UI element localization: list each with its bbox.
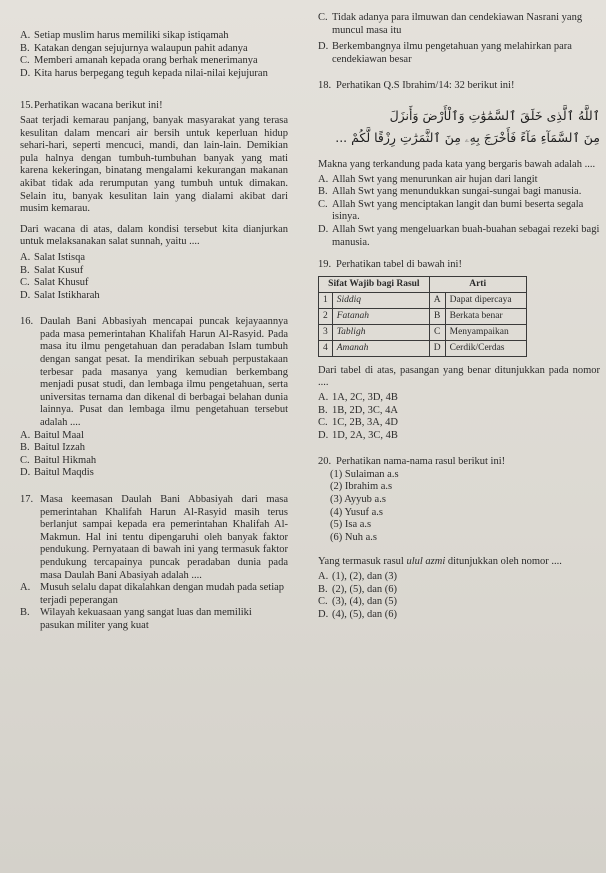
table-cell: 1	[319, 292, 333, 308]
option-letter: D.	[20, 467, 31, 479]
table-cell: D	[429, 340, 445, 356]
question-16	[20, 316, 288, 480]
table-cell: Fatanah	[332, 308, 429, 324]
option-text: (2), (5), dan (6)	[332, 583, 398, 595]
table-row	[319, 292, 527, 308]
left-column	[20, 30, 288, 642]
question-text-part: ditunjukkan oleh nomor ....	[445, 556, 562, 568]
question-body	[20, 494, 288, 582]
option	[20, 455, 288, 468]
option	[20, 68, 288, 81]
option-text: Salat Istikharah	[34, 289, 100, 301]
option-letter: D.	[318, 223, 329, 235]
option-letter: C.	[20, 277, 30, 289]
question-text-emphasis: ulul azmi	[406, 556, 446, 568]
option-text: Allah Swt yang menurunkan air hujan dari langit	[332, 173, 538, 185]
option	[20, 290, 288, 303]
option	[20, 467, 288, 480]
option-letter: D.	[20, 67, 31, 79]
option	[20, 55, 288, 68]
option-letter: C.	[318, 417, 328, 429]
option	[318, 609, 600, 622]
question-number: 16.	[20, 316, 34, 328]
list-item: (4) Yusuf a.s	[330, 506, 383, 518]
option	[318, 571, 600, 584]
question-15	[20, 100, 288, 302]
option-text: Allah Swt yang menciptakan langit dan bumi beserta segala isinya.	[332, 198, 584, 223]
option-text: 1B, 2D, 3C, 4A	[332, 404, 398, 416]
option-letter: A.	[20, 582, 31, 594]
passage-text: Saat terjadi kemarau panjang, banyak masyarakat yang terasa kesulitan dalam mencari air bersih untuk keperluan hidup sehari-hari, seperti mencuci, mandi, dan lain-lain. Demikian pula halnya dengan tumbuh-tumbuhan banyak yang mati karena kekeringan, binatang mengalami kekurangan makanan akibat tidak ada rerumputan yang tumbuh untuk dimakan. Selain itu, banyak kesulitan lain yang dialami akibat dari musim kemarau.	[20, 114, 288, 215]
option	[318, 417, 600, 430]
question-intro: Perhatikan Q.S Ibrahim/14: 32 berikut ini!	[336, 80, 515, 92]
table-row	[319, 324, 527, 340]
option	[20, 43, 288, 56]
table-row	[319, 340, 527, 356]
option-letter: A.	[20, 30, 31, 41]
option-text: Baitul Maal	[34, 429, 84, 441]
option-letter: B.	[318, 404, 328, 416]
question-text: Makna yang terkandung pada kata yang bergaris bawah adalah ....	[318, 158, 596, 170]
option-letter: D.	[20, 289, 31, 301]
option-letter: A.	[318, 571, 329, 583]
option	[318, 199, 600, 224]
table-cell: B	[429, 308, 445, 324]
table-cell: Amanah	[332, 340, 429, 356]
option	[318, 12, 600, 37]
option-text: Baitul Maqdis	[34, 467, 94, 479]
option-letter: C.	[318, 198, 328, 210]
option	[318, 224, 600, 249]
question-text	[318, 556, 600, 569]
option-letter: A.	[318, 173, 329, 185]
question-intro: Perhatikan nama-nama rasul berikut ini!	[336, 456, 506, 468]
option	[20, 265, 288, 278]
option-text: Baitul Hikmah	[34, 454, 97, 466]
option-text: Berkembangnya ilmu pengetahuan yang melahirkan para cendekiawan besar	[332, 41, 572, 65]
list-item: (6) Nuh a.s	[330, 531, 377, 543]
option	[318, 186, 600, 199]
option-text: Wilayah kekuasaan yang sangat luas dan memiliki pasukan militer yang kuat	[40, 607, 252, 631]
option-text: 1A, 2C, 3D, 4B	[332, 391, 398, 403]
question-number: 19.	[318, 259, 332, 271]
table-cell: Tabligh	[332, 324, 429, 340]
option	[318, 596, 600, 609]
question-14-options-continued-right	[318, 12, 600, 66]
quran-verse-line-2: مِنَ ٱلسَّمَآءِ مَآءً فَأَخْرَجَ بِهِۦ مِنَ ٱلثَّمَرَٰتِ رِزْقًا لَّكُمْ ...	[335, 129, 600, 145]
option-letter: B.	[20, 442, 30, 454]
option-letter: B.	[20, 607, 30, 619]
option-text: (3), (4), dan (5)	[332, 596, 398, 608]
option-letter: D.	[318, 608, 329, 620]
question-19	[318, 259, 600, 442]
list-item: (5) Isa a.s	[330, 519, 372, 531]
table-cell: Berkata benar	[445, 308, 526, 324]
option-letter: D.	[318, 41, 329, 53]
option-text: (1), (2), dan (3)	[332, 571, 398, 583]
option-text: Allah Swt yang menundukkan sungai-sungai bagi manusia.	[332, 186, 582, 198]
option	[318, 584, 600, 597]
list-item: (3) Ayyub a.s	[330, 494, 386, 506]
option-text: Memberi amanah kepada orang berhak menerimanya	[34, 55, 258, 67]
option-text: Kita harus berpegang teguh kepada nilai-nilai kejujuran	[34, 67, 268, 79]
table-header: Arti	[429, 276, 526, 292]
table-cell: Menyampaikan	[445, 324, 526, 340]
table-row	[319, 308, 527, 324]
table-cell: 3	[319, 324, 333, 340]
rasul-attributes-table	[318, 276, 527, 357]
option-text: Salat Kusuf	[34, 264, 84, 276]
question-text: Dari tabel di atas, pasangan yang benar ditunjukkan pada nomor ....	[318, 364, 600, 389]
option	[20, 430, 288, 443]
question-number: 15.	[20, 100, 34, 112]
question-text: Dari wacana di atas, dalam kondisi tersebut kita dianjurkan untuk melaksanakan salat sunnah, yaitu ....	[20, 223, 288, 248]
option	[318, 392, 600, 405]
table-cell: 2	[319, 308, 333, 324]
option-text: 1C, 2B, 3A, 4D	[332, 417, 398, 429]
option	[318, 405, 600, 418]
question-18	[318, 80, 600, 249]
question-number: 18.	[318, 80, 332, 92]
option-letter: C.	[20, 55, 30, 67]
option-text: Salat Khusuf	[34, 277, 89, 289]
option	[20, 252, 288, 265]
option-text: Allah Swt yang mengeluarkan buah-buahan sebagai rezeki bagi manusia.	[332, 223, 600, 248]
question-text-part: Yang termasuk rasul	[318, 556, 407, 568]
question-17	[20, 494, 288, 633]
table-cell: A	[429, 292, 445, 308]
table-cell: C	[429, 324, 445, 340]
table-cell: Siddiq	[332, 292, 429, 308]
option-letter: A.	[20, 429, 31, 441]
option-text: Salat Istisqa	[34, 251, 86, 263]
question-number: 17.	[20, 494, 34, 505]
table-cell: Dapat dipercaya	[445, 292, 526, 308]
option	[20, 582, 288, 607]
option	[20, 30, 288, 43]
question-intro: Perhatikan wacana berikut ini!	[34, 100, 163, 112]
table-header-row	[319, 276, 527, 292]
option-text: Setiap muslim harus memiliki sikap istiqamah	[34, 30, 229, 41]
question-body	[20, 316, 288, 429]
option-letter: D.	[318, 429, 329, 441]
question-text: Daulah Bani Abbasiyah mencapai puncak kejayaannya pada masa pemerintahan Khalifah Harun Al-Rasyid. Pada masa itu ilmu pengetahuan dan peradaban Islam tumbuh dengan sangat pesat. Ia mendirikan sebuah perpustakaan terbesar pada masanya yang kemudian berkembang menjadi pusat studi, dan lembaga ilmu pengetahuan, serta universitas ternama dan dikenal di berbagai belahan dunia lainnya. Pusat dan lembaga ilmu pengetahuan tersebut adalah ....	[40, 316, 288, 429]
option	[318, 430, 600, 443]
option-letter: B.	[20, 42, 30, 54]
right-column	[318, 12, 600, 630]
rasul-list	[318, 469, 600, 545]
option-text: Baitul Izzah	[34, 442, 86, 454]
list-item: (1) Sulaiman a.s	[330, 468, 399, 480]
question-text: Masa keemasan Daulah Bani Abbasiyah dari masa pemerintahan Khalifah Harun Al-Rasyid masih terus berlanjut sampai kepada era pemerintahan Khalifah Al-Makmun. Hal ini tentu dipengaruhi oleh banyak faktor pendukung. Pernyataan di bawah ini yang termasuk faktor pendukung tercapainya puncak peradaban dunia pada masa Daulah Bani Abasiyah adalah ....	[40, 494, 288, 581]
option-letter: B.	[318, 186, 328, 198]
option	[20, 442, 288, 455]
option-letter: A.	[318, 391, 329, 403]
option-text: (4), (5), dan (6)	[332, 608, 398, 620]
option-letter: C.	[20, 454, 30, 466]
option-text: Musuh selalu dapat dikalahkan dengan mudah pada setiap terjadi peperangan	[40, 582, 285, 606]
option-text: Katakan dengan sejujurnya walaupun pahit adanya	[34, 42, 248, 54]
table-cell: 4	[319, 340, 333, 356]
question-intro: Perhatikan tabel di bawah ini!	[336, 259, 462, 271]
option-letter: C.	[318, 596, 328, 608]
option	[20, 607, 288, 632]
option-text: Tidak adanya para ilmuwan dan cendekiawan Nasrani yang muncul masa itu	[332, 12, 583, 36]
option	[318, 174, 600, 187]
quran-verse-line-1: ٱللَّهُ ٱلَّذِى خَلَقَ ٱلسَّمَٰوَٰتِ وَٱلْأَرْضَ وَأَنزَلَ	[389, 107, 600, 123]
option-text: 1D, 2A, 3C, 4B	[332, 429, 398, 441]
list-item: (2) Ibrahim a.s	[330, 481, 393, 493]
question-14-options-continued	[20, 30, 288, 80]
option-letter: A.	[20, 251, 31, 263]
question-20	[318, 456, 600, 621]
option-letter: B.	[318, 583, 328, 595]
question-number: 20.	[318, 456, 332, 468]
option-letter: B.	[20, 264, 30, 276]
option-letter: C.	[318, 12, 328, 23]
option	[318, 41, 600, 66]
table-header: Sifat Wajib bagi Rasul	[319, 276, 430, 292]
table-cell: Cerdik/Cerdas	[445, 340, 526, 356]
option	[20, 277, 288, 290]
